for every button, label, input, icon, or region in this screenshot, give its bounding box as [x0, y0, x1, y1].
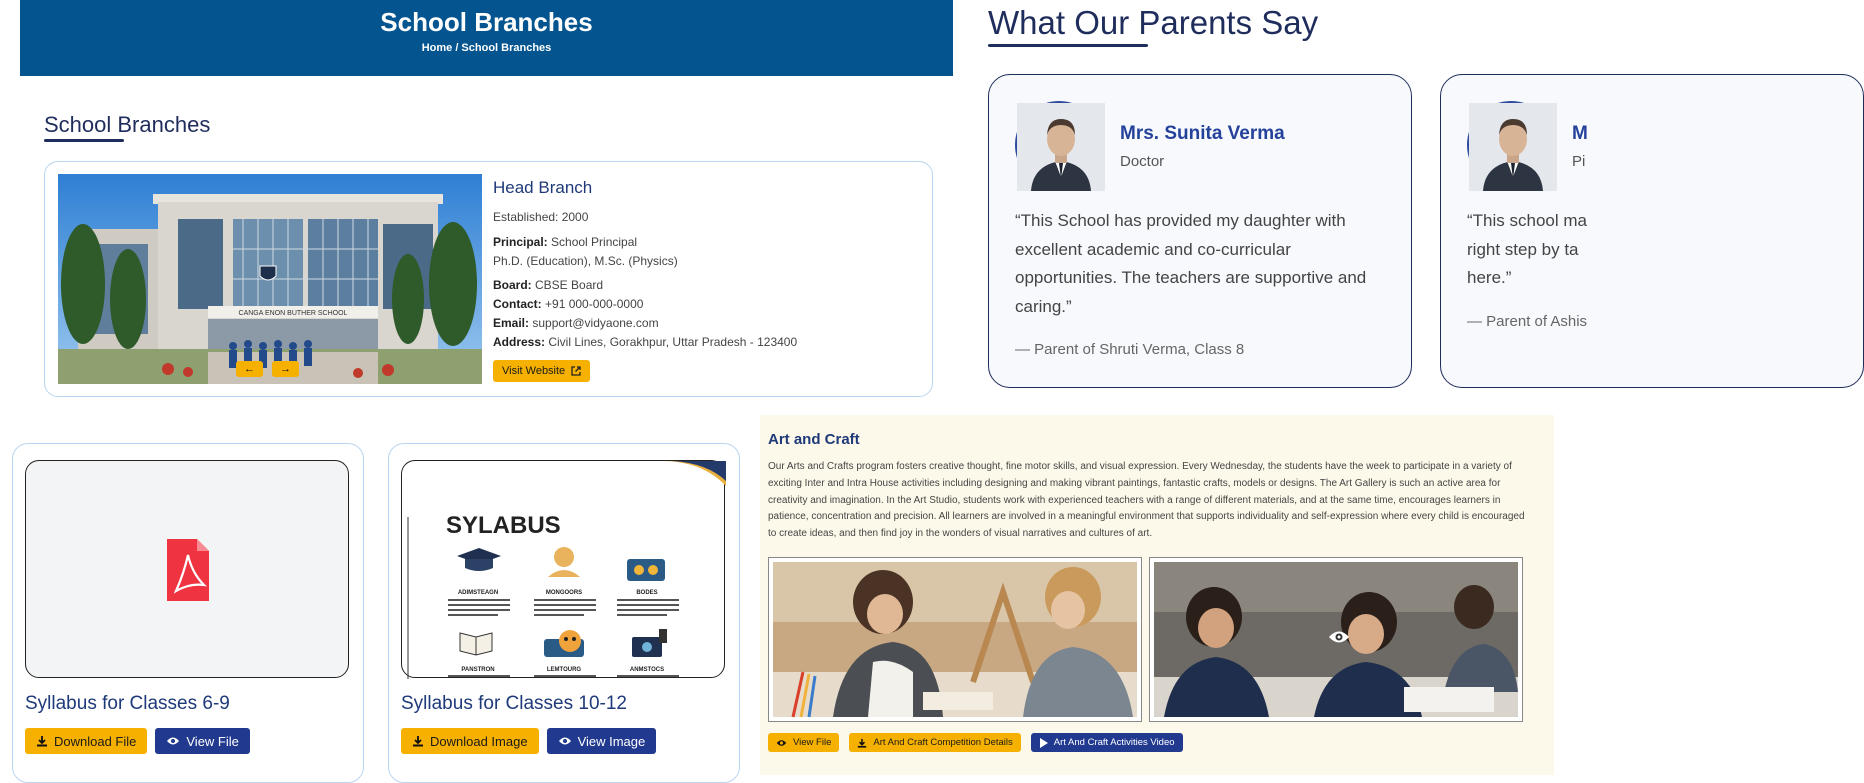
pdf-icon [167, 539, 209, 601]
branch-email [493, 314, 913, 333]
art-title: Art and Craft [768, 431, 860, 448]
view-label: View File [186, 733, 239, 749]
download-image-button[interactable] [401, 728, 539, 754]
school-building-illustration [58, 174, 482, 384]
parent-name: Mrs. Sunita Verma [1120, 123, 1285, 144]
branch-established: Established: 2000 [493, 210, 589, 224]
svg-text:PANSTRON: PANSTRON [461, 667, 495, 673]
principal-value: School Principal [547, 235, 638, 249]
download-icon [36, 735, 48, 747]
art-craft-section [760, 415, 1554, 775]
person-icon [548, 547, 580, 577]
eye-icon [166, 736, 180, 746]
avatar [1015, 101, 1103, 189]
branch-photo [58, 174, 482, 384]
banner-title: School Branches [380, 7, 593, 37]
testimonial-signature: — Parent of Shruti Verma, Class 8 [1015, 341, 1245, 358]
testimonial-card [988, 74, 1412, 388]
parent-role: Doctor [1120, 153, 1165, 170]
view-image-button[interactable] [547, 728, 657, 754]
parent-role: Pi [1572, 153, 1586, 170]
svg-text:BODES: BODES [636, 590, 658, 596]
svg-text:ADIMSTEAGN: ADIMSTEAGN [457, 590, 499, 596]
syllabus-preview[interactable] [25, 460, 349, 678]
visit-website-label: Visit Website [502, 365, 566, 377]
branch-card [44, 161, 933, 397]
section-title: School Branches [44, 112, 211, 137]
parent-name: M [1572, 123, 1588, 144]
svg-text:SYLABUS: SYLABUS [446, 512, 561, 539]
testimonial-card [1440, 74, 1864, 388]
art-photo[interactable] [768, 557, 1142, 722]
syllabus-preview[interactable] [401, 460, 725, 678]
download-icon [412, 735, 424, 747]
address-value: Civil Lines, Gorakhpur, Uttar Pradesh - 123400 [545, 335, 798, 349]
download-label: Download Image [430, 733, 528, 749]
address-label: Address: [493, 335, 546, 349]
syllabus-title: Syllabus for Classes 10-12 [401, 693, 627, 714]
branch-principal [493, 233, 913, 252]
download-icon [857, 738, 867, 748]
testimonial-signature: — Parent of Ashis [1467, 313, 1588, 330]
competition-label: Art And Craft Competition Details [873, 737, 1013, 748]
testimonial-quote: “This school ma right step by ta here.” [1467, 211, 1587, 287]
syllabus-card [388, 443, 740, 783]
branch-name: Head Branch [493, 178, 593, 197]
students-painting-image [773, 562, 1137, 717]
testimonial-quote: “This School has provided my daughter with excellent academic and co-curricular opportunities. The teachers are supportive and caring.” [1015, 211, 1367, 316]
eye-icon [558, 736, 572, 746]
branch-info [493, 178, 913, 382]
download-file-button[interactable] [25, 728, 147, 754]
syllabus-actions [25, 728, 250, 754]
page-banner [20, 0, 953, 76]
view-file-button[interactable] [768, 733, 839, 752]
breadcrumb[interactable]: Home / School Branches [421, 42, 552, 54]
arrow-left-icon: ← [244, 363, 255, 375]
contact-label: Contact: [493, 297, 542, 311]
art-actions [768, 733, 1183, 752]
competition-details-button[interactable] [849, 733, 1020, 752]
eye-icon[interactable] [1328, 630, 1350, 644]
carousel-prev-button[interactable] [236, 361, 263, 377]
mortarboard-icon [457, 548, 501, 571]
play-icon [1039, 738, 1048, 748]
arrow-right-icon: → [280, 363, 291, 375]
svg-text:LEMTOURG: LEMTOURG [546, 667, 582, 673]
section-underline [44, 139, 124, 142]
art-description: Our Arts and Crafts program fosters creative thought, fine motor skills, and visual expression. Every Wednesday, the students have the week to participate in a variety of exciting Inter and Intra House activities including designing and making vibrant paintings, fantastic crafts, models or designs. The Art Gallery is such an active area for creativity and imagination. In the Art Studio, students work with experienced teachers with a range of different materials, and at the same time, encourages learners in patience, concentration and precision. All learners are involved in a meaningful environment that supports individuality and self-expression where every child is encouraged to create ideas, and then find joy in the wonders of visual narratives and cultures of art. [768, 461, 1525, 540]
branch-address [493, 333, 913, 352]
view-label: View Image [577, 733, 646, 749]
testimonials-underline [988, 44, 1148, 47]
eye-icon [776, 739, 787, 747]
svg-text:MONGOORS: MONGOORS [545, 590, 583, 596]
monitor-icon [632, 629, 667, 657]
svg-text:CANGA ENON BUTHER SCHOOL: CANGA ENON BUTHER SCHOOL [238, 310, 348, 317]
email-value: support@vidyaone.com [529, 316, 659, 330]
branch-board [493, 276, 913, 295]
avatar [1467, 101, 1555, 189]
download-label: Download File [54, 733, 137, 749]
syllabus-poster [402, 461, 726, 679]
syllabus-title: Syllabus for Classes 6-9 [25, 693, 230, 714]
art-photo[interactable] [1149, 557, 1523, 722]
branch-contact [493, 295, 913, 314]
syllabus-actions [401, 728, 656, 754]
carousel-next-button[interactable] [272, 361, 299, 377]
syllabus-card [12, 443, 364, 783]
contact-value: +91 000-000-0000 [541, 297, 644, 311]
view-file-button[interactable] [155, 728, 250, 754]
board-value: CBSE Board [531, 278, 604, 292]
book-icon [460, 633, 492, 655]
testimonials-title: What Our Parents Say [988, 4, 1319, 41]
email-label: Email: [493, 316, 530, 330]
principal-qualifications: Ph.D. (Education), M.Sc. (Physics) [493, 254, 678, 268]
board-label: Board: [493, 278, 532, 292]
visit-website-button[interactable] [493, 360, 590, 382]
principal-label: Principal: [493, 235, 548, 249]
bus-icon [544, 630, 584, 657]
activities-video-button[interactable] [1031, 733, 1183, 752]
external-link-icon [571, 366, 581, 376]
svg-text:ANMSTOCS: ANMSTOCS [629, 667, 665, 673]
briefcase-icon [627, 559, 665, 581]
video-label: Art And Craft Activities Video [1053, 737, 1175, 748]
view-file-label: View File [793, 737, 832, 748]
